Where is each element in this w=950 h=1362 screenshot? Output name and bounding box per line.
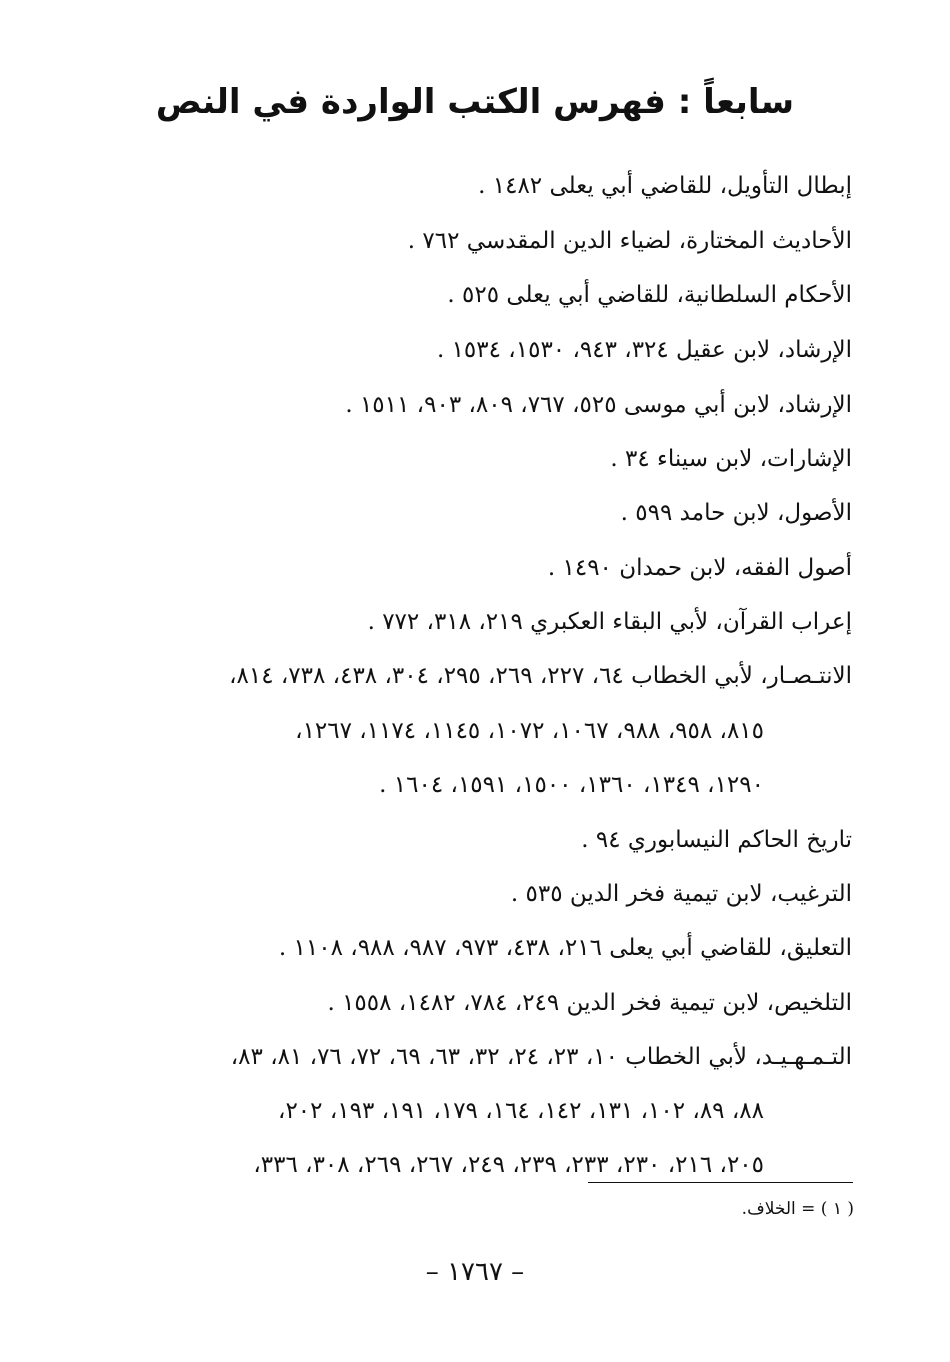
index-entry: الإرشاد، لابن أبي موسى ٥٢٥، ٧٦٧، ٨٠٩، ٩٠٣، ١٥١١ . <box>345 392 852 418</box>
index-entry: الإرشاد، لابن عقيل ٣٢٤، ٩٤٣، ١٥٣٠، ١٥٣٤ . <box>436 337 852 363</box>
index-entry: الأحاديث المختارة، لضياء الدين المقدسي ٧٦٢ . <box>407 228 852 254</box>
index-entry: إعراب القرآن، لأبي البقاء العكبري ٢١٩، ٣١٨، ٧٧٢ . <box>367 609 852 635</box>
index-entry: إبطال التأويل، للقاضي أبي يعلى ١٤٨٢ . <box>478 173 852 199</box>
index-entry: الانتـصـار، لأبي الخطاب ٦٤، ٢٢٧، ٢٦٩، ٢٩٥، ٣٠٤، ٤٣٨، ٧٣٨، ٨١٤، <box>229 663 852 689</box>
page-number: – ١٧٦٧ – <box>425 1257 525 1287</box>
footnote-divider <box>588 1182 853 1183</box>
index-entry-continuation: ٨١٥، ٩٥٨، ٩٨٨، ١٠٦٧، ١٠٧٢، ١١٤٥، ١١٧٤، ١٢٦٧، <box>295 718 764 744</box>
index-entry-continuation: ٢٠٥، ٢١٦، ٢٣٠، ٢٣٣، ٢٣٩، ٢٤٩، ٢٦٧، ٢٦٩، ٣٠٨، ٣٣٦، <box>253 1152 764 1178</box>
index-entry: الترغيب، لابن تيمية فخر الدين ٥٣٥ . <box>510 881 852 907</box>
index-entry-continuation: ٨٨، ٨٩، ١٠٢، ١٣١، ١٤٢، ١٦٤، ١٧٩، ١٩١، ١٩٣، ٢٠٢، <box>278 1098 764 1124</box>
index-entry: التـمـهـيـد، لأبي الخطاب ١٠، ٢٣، ٢٤، ٣٢، ٦٣، ٦٩، ٧٢، ٧٦، ٨١، ٨٣، <box>230 1044 852 1070</box>
index-entry: الأصول، لابن حامد ٥٩٩ . <box>620 500 852 526</box>
index-entry: الأحكام السلطانية، للقاضي أبي يعلى ٥٢٥ . <box>447 282 852 308</box>
index-entry: تاريخ الحاكم النيسابوري ٩٤ . <box>581 827 852 853</box>
index-entry: التعليق، للقاضي أبي يعلى ٢١٦، ٤٣٨، ٩٧٣، ٩٨٧، ٩٨٨، ١١٠٨ . <box>278 935 852 961</box>
index-entry: أصول الفقه، لابن حمدان ١٤٩٠ . <box>547 555 852 581</box>
index-entry: التلخيص، لابن تيمية فخر الدين ٢٤٩، ٧٨٤، ١٤٨٢، ١٥٥٨ . <box>327 990 852 1016</box>
index-entry: الإشارات، لابن سيناء ٣٤ . <box>610 446 852 472</box>
footnote: ( ١ ) = الخلاف. <box>741 1199 854 1219</box>
index-entry-continuation: ١٢٩٠، ١٣٤٩، ١٣٦٠، ١٥٠٠، ١٥٩١، ١٦٠٤ . <box>379 772 764 798</box>
page-title: سابعاً : فهرس الكتب الواردة في النص <box>155 82 795 122</box>
